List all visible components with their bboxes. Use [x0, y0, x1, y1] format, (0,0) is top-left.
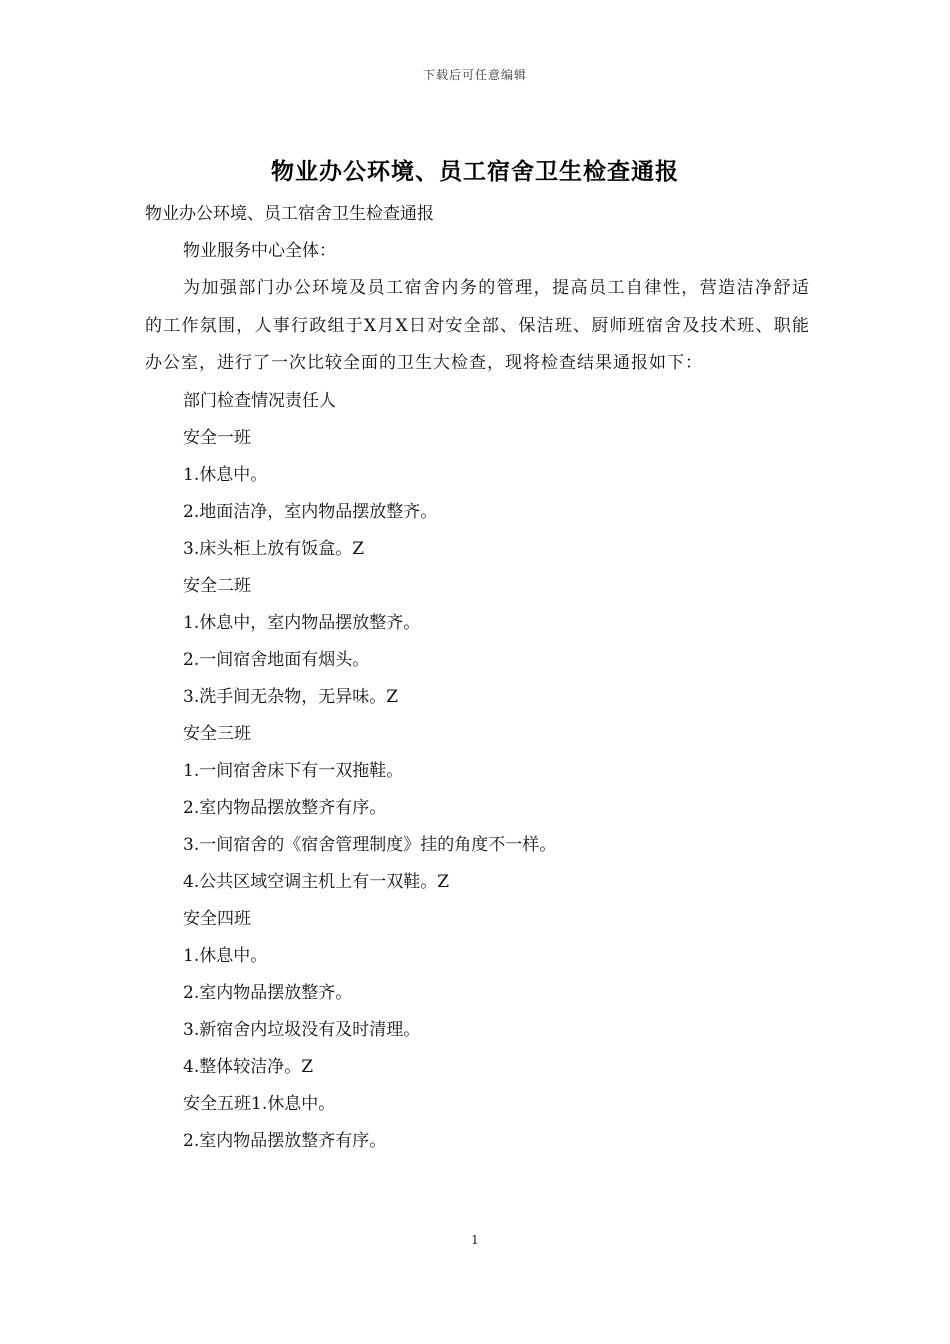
list-item: 2.室内物品摆放整齐有序。 [183, 797, 387, 818]
list-item: 3.新宿舍内垃圾没有及时清理。 [183, 1019, 421, 1040]
section-heading: 安全二班 [183, 575, 251, 596]
section-heading: 安全三班 [183, 723, 251, 744]
header-note: 下载后可任意编辑 [422, 68, 527, 82]
document-title: 物业办公环境、员工宿舍卫生检查通报 [271, 158, 679, 185]
list-item: 4.整体较洁净。Z [183, 1056, 314, 1077]
document-body [145, 196, 810, 1160]
section-heading: 安全四班 [183, 908, 251, 929]
list-item: 2.室内物品摆放整齐。 [183, 982, 353, 1003]
table-header-line: 部门检查情况责任人 [183, 390, 336, 411]
intro-paragraph: 为加强部门办公环境及员工宿舍内务的管理，提高员工自律性，营造洁净舒适的工作氛围，人事行政组于X月X日对安全部、保洁班、厨师班宿舍及技术班、职能办公室，进行了一次比较全面的卫生大检查，现将检查结果通报如下： [145, 278, 810, 373]
list-item: 4.公共区域空调主机上有一双鞋。Z [183, 871, 450, 892]
section-heading: 安全一班 [183, 427, 251, 448]
list-item: 2.一间宿舍地面有烟头。 [183, 649, 370, 670]
list-item: 1.休息中。 [183, 464, 268, 485]
list-item: 1.休息中，室内物品摆放整齐。 [183, 612, 421, 633]
list-item: 1.一间宿舍床下有一双拖鞋。 [183, 760, 404, 781]
list-item: 1.休息中。 [183, 945, 268, 966]
section-heading: 安全五班1.休息中。 [183, 1093, 336, 1114]
list-item: 2.地面洁净，室内物品摆放整齐。 [183, 501, 438, 522]
list-item: 3.床头柜上放有饭盒。Z [183, 538, 365, 559]
list-item: 2.室内物品摆放整齐有序。 [183, 1130, 387, 1151]
page-number: 1 [471, 1233, 479, 1247]
subtitle-paragraph: 物业办公环境、员工宿舍卫生检查通报 [145, 204, 434, 224]
list-item: 3.洗手间无杂物，无异味。Z [183, 686, 399, 707]
list-item: 3.一间宿舍的《宿舍管理制度》挂的角度不一样。 [183, 834, 557, 855]
salutation-paragraph: 物业服务中心全体： [183, 241, 336, 261]
